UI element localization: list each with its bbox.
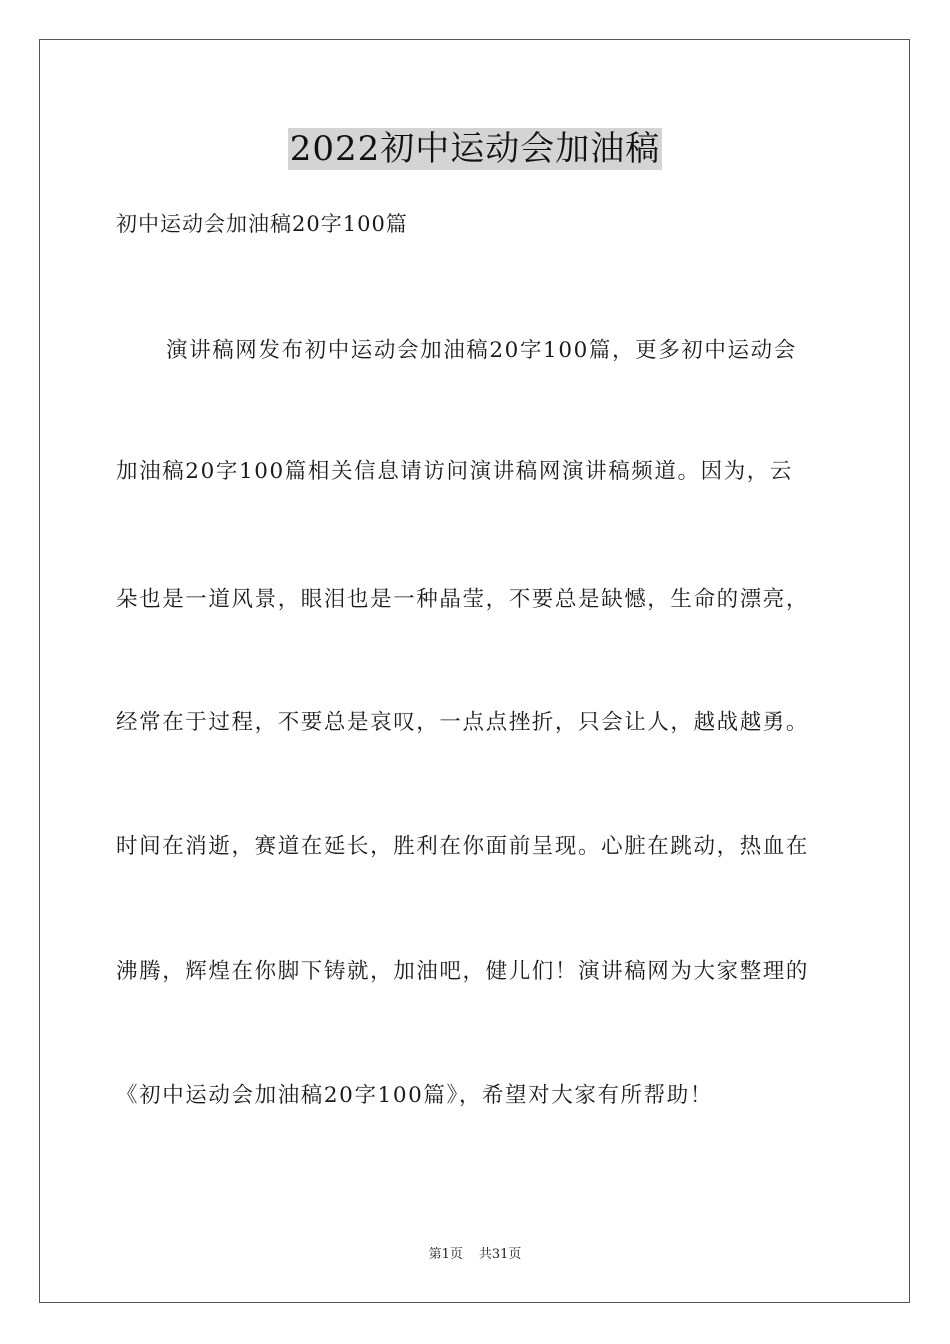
body-line: 加油稿20字100篇相关信息请访问演讲稿网演讲稿频道。因为，云: [116, 459, 793, 484]
body-line: 经常在于过程，不要总是哀叹，一点点挫折，只会让人，越战越勇。: [116, 710, 810, 735]
page-number: 第1页: [428, 1247, 463, 1262]
body-line: 《初中运动会加油稿20字100篇》，希望对大家有所帮助！: [116, 1083, 713, 1108]
body-line: 演讲稿网发布初中运动会加油稿20字100篇，更多初中运动会: [166, 338, 797, 363]
page-total: 共31页: [478, 1247, 522, 1262]
document-title: 2022初中运动会加油稿: [289, 129, 661, 169]
document-subtitle: 初中运动会加油稿20字100篇: [116, 212, 408, 236]
title-container: [0, 128, 950, 170]
body-line: 时间在消逝，赛道在延长，胜利在你面前呈现。心脏在跳动，热血在: [116, 834, 810, 859]
body-line: 沸腾，辉煌在你脚下铸就，加油吧，健儿们！演讲稿网为大家整理的: [116, 959, 810, 984]
body-line: 朵也是一道风景，眼泪也是一种晶莹，不要总是缺憾，生命的漂亮，: [116, 587, 810, 612]
page-footer: [0, 1246, 950, 1264]
